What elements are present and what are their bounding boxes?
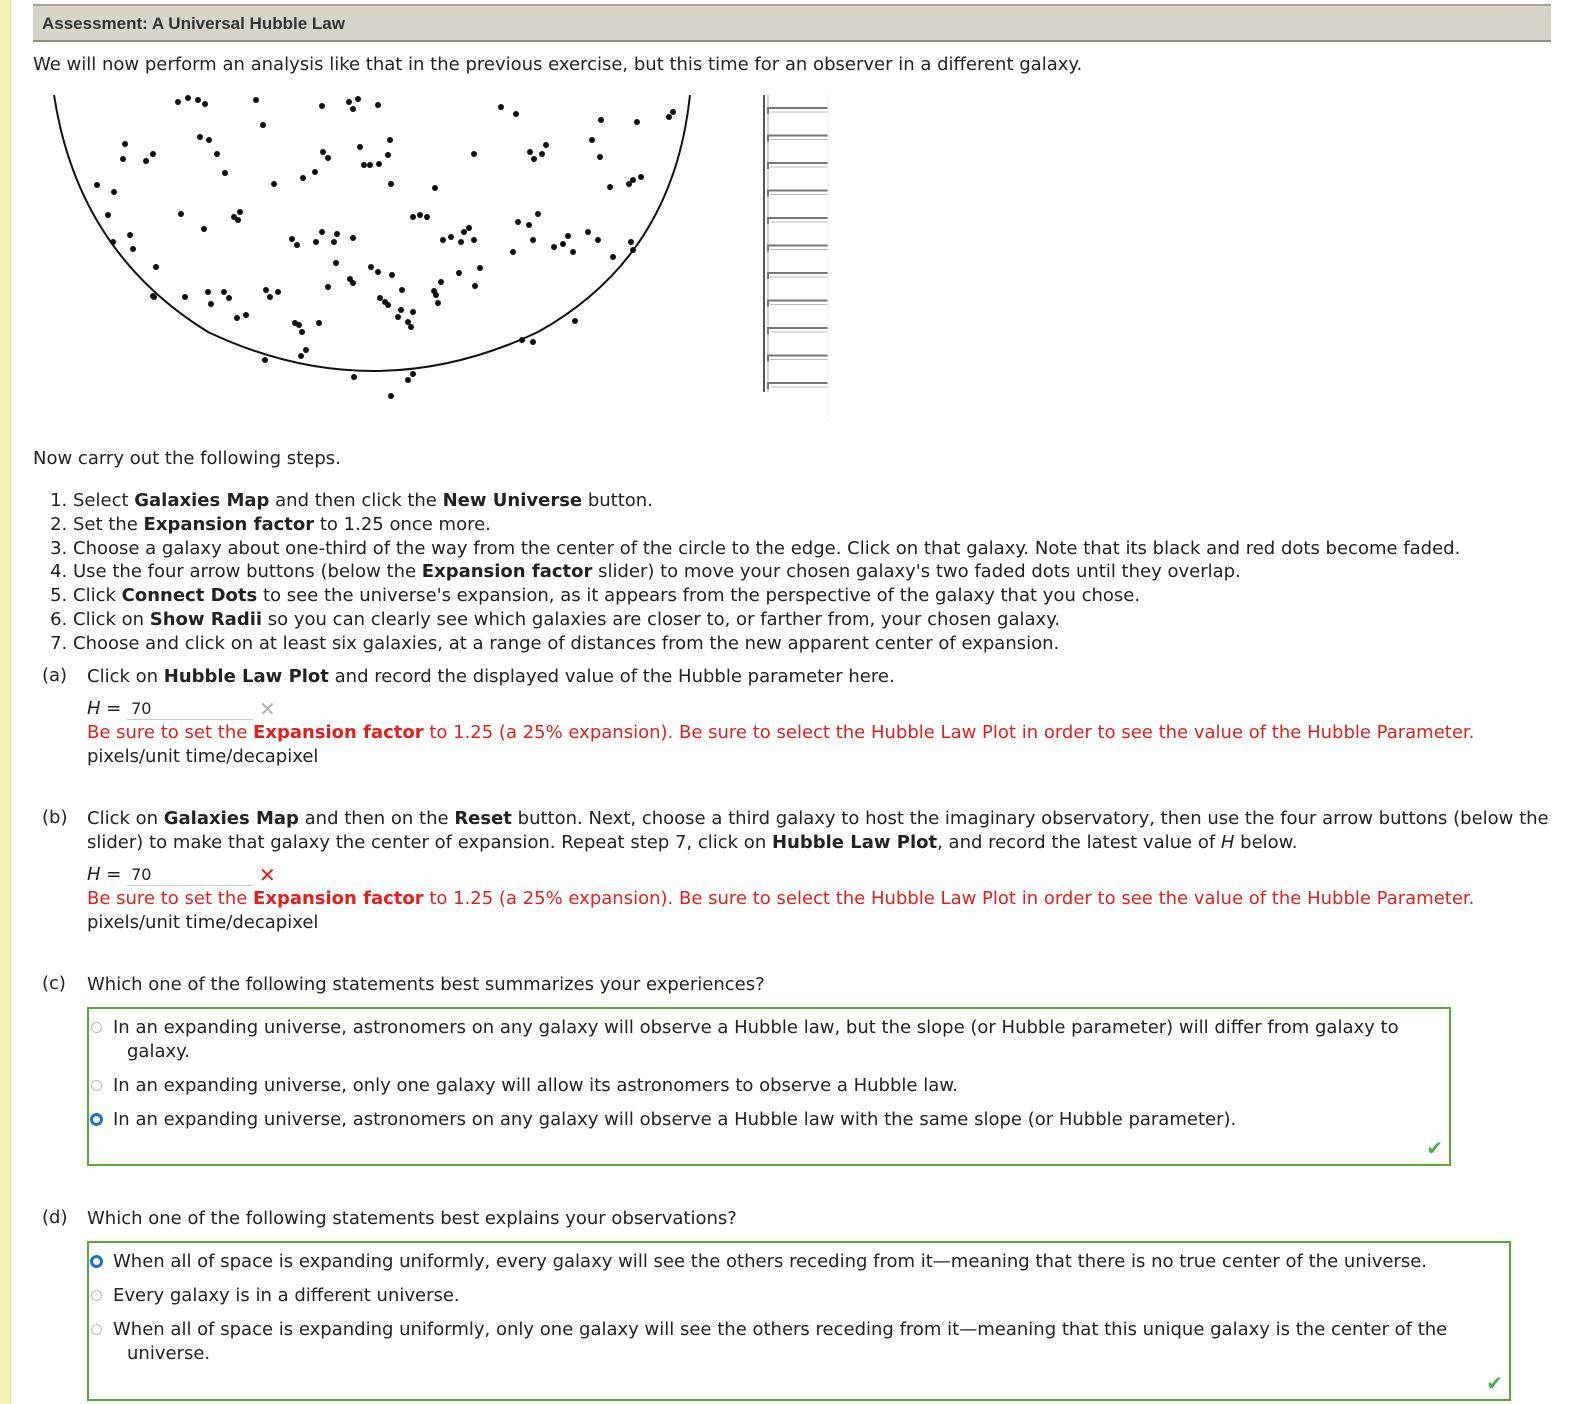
steps-intro: Now carry out the following steps. [33, 448, 341, 469]
assessment-content [33, 0, 1578, 1395]
step-item: 3. Choose a galaxy about one-third of the way from the center of the circle to the edge. Click on that galaxy. Note that its black and red dots become faded. [73, 537, 1573, 561]
scale-rung [768, 273, 828, 279]
galaxy-dot[interactable] [357, 144, 363, 150]
galaxy-dot[interactable] [333, 260, 339, 266]
simulation-panel[interactable] [33, 92, 833, 422]
step-item: 6. Click on Show Radii so you can clearly see which galaxies are closer to, or farther from, your chosen galaxy. [73, 608, 1573, 632]
galaxy-dot[interactable] [498, 104, 504, 110]
galaxy-dot[interactable] [543, 142, 549, 148]
galaxy-dot[interactable] [458, 239, 464, 245]
step-item: 7. Choose and click on at least six galaxies, at a range of distances from the new apparent center of expansion. [73, 632, 1573, 656]
galaxy-dot[interactable] [206, 137, 212, 143]
galaxy-dot[interactable] [477, 265, 483, 271]
galaxy-dots[interactable] [94, 95, 676, 399]
galaxy-dot[interactable] [531, 156, 537, 162]
galaxy-dot[interactable] [253, 97, 259, 103]
scale-rung [768, 191, 828, 197]
galaxy-dot[interactable] [638, 174, 644, 180]
galaxy-dot[interactable] [289, 236, 295, 242]
galaxy-dot[interactable] [628, 239, 634, 245]
galaxy-dot[interactable] [585, 229, 591, 235]
galaxy-dot[interactable] [515, 219, 521, 225]
galaxy-dot[interactable] [299, 329, 305, 335]
galaxy-dot[interactable] [385, 302, 391, 308]
galaxy-dot[interactable] [539, 151, 545, 157]
galaxy-dot[interactable] [456, 270, 462, 276]
galaxies-map[interactable] [33, 92, 833, 422]
galaxy-dot[interactable] [275, 289, 281, 295]
question-d-prompt: Which one of the following statements best explains your observations? [87, 1208, 737, 1229]
galaxy-dot[interactable] [471, 151, 477, 157]
galaxy-dot[interactable] [535, 211, 541, 217]
galaxy-dot[interactable] [150, 151, 156, 157]
left-rail [0, 0, 11, 1404]
choice-d-2[interactable]: Every galaxy is in a different universe. [89, 1284, 1509, 1318]
galaxy-dot[interactable] [271, 181, 277, 187]
answer-a-feedback: Be sure to set the Expansion factor to 1.25 (a 25% expansion). Be sure to select the Hubble Law Plot in order to see the value of the Hubble Parameter. [87, 722, 1475, 743]
galaxy-dot[interactable] [214, 151, 220, 157]
galaxy-dot[interactable] [438, 279, 444, 285]
galaxy-dot[interactable] [389, 272, 395, 278]
check-icon: ✔ [1426, 1136, 1443, 1160]
steps-list [33, 489, 1573, 656]
galaxy-dot[interactable] [355, 96, 361, 102]
step-item: 5. Click Connect Dots to see the universe's expansion, as it appears from the perspective of the galaxy that you chose. [73, 584, 1573, 608]
galaxy-dot[interactable] [319, 229, 325, 235]
galaxy-dot[interactable] [405, 377, 411, 383]
galaxy-dot[interactable] [226, 295, 232, 301]
answer-b-units: pixels/unit time/decapixel [87, 912, 319, 933]
galaxy-dot[interactable] [319, 103, 325, 109]
scale-rung [768, 218, 828, 224]
galaxy-dot[interactable] [294, 242, 300, 248]
question-c-label: (c) [42, 973, 66, 994]
question-c-choices [87, 1007, 1451, 1166]
galaxy-dot[interactable] [410, 309, 416, 315]
galaxy-dot[interactable] [513, 111, 519, 117]
radio-button[interactable] [91, 1324, 102, 1335]
galaxy-dot[interactable] [122, 141, 128, 147]
question-b [42, 807, 1552, 935]
galaxy-dot[interactable] [243, 312, 249, 318]
galaxy-dot[interactable] [405, 319, 411, 325]
galaxy-dot[interactable] [237, 209, 243, 215]
galaxy-dot[interactable] [195, 97, 201, 103]
galaxy-dot[interactable] [385, 152, 391, 158]
galaxy-dot[interactable] [530, 339, 536, 345]
h-label: H [87, 864, 101, 885]
galaxy-dot[interactable] [398, 307, 404, 313]
galaxy-dot[interactable] [527, 149, 533, 155]
answer-b-feedback: Be sure to set the Expansion factor to 1.25 (a 25% expansion). Be sure to select the Hubble Law Plot in order to see the value of the Hubble Parameter. [87, 888, 1475, 909]
galaxy-dot[interactable] [111, 189, 117, 195]
galaxy-dot[interactable] [208, 301, 214, 307]
galaxy-dot[interactable] [298, 353, 304, 359]
galaxy-dot[interactable] [634, 119, 640, 125]
galaxy-dot[interactable] [260, 122, 266, 128]
question-d-choices [87, 1241, 1511, 1401]
galaxy-dot[interactable] [572, 318, 578, 324]
question-c-prompt: Which one of the following statements best summarizes your experiences? [87, 974, 765, 995]
galaxy-dot[interactable] [325, 155, 331, 161]
galaxy-dot[interactable] [185, 95, 191, 101]
page-title: Assessment: A Universal Hubble Law [33, 4, 1551, 42]
galaxy-dot[interactable] [331, 239, 337, 245]
galaxy-dot[interactable] [313, 239, 319, 245]
answer-a-input[interactable] [127, 697, 253, 720]
scale-rung [768, 356, 828, 362]
galaxy-dot[interactable] [551, 244, 557, 250]
galaxy-dot[interactable] [399, 287, 405, 293]
scale-rung [768, 301, 828, 307]
galaxy-dot[interactable] [346, 99, 352, 105]
scale-rung [768, 136, 828, 142]
galaxy-dot[interactable] [432, 185, 438, 191]
galaxy-dot[interactable] [221, 289, 227, 295]
galaxy-dot[interactable] [202, 101, 208, 107]
galaxy-dot[interactable] [367, 162, 373, 168]
galaxy-dot[interactable] [175, 99, 181, 105]
galaxy-dot[interactable] [153, 264, 159, 270]
galaxy-dot[interactable] [350, 235, 356, 241]
galaxy-dot[interactable] [376, 161, 382, 167]
radio-button[interactable] [91, 1290, 102, 1301]
galaxy-dot[interactable] [440, 237, 446, 243]
galaxy-dot[interactable] [205, 289, 211, 295]
answer-a-units: pixels/unit time/decapixel [87, 746, 319, 767]
galaxy-dot[interactable] [607, 184, 613, 190]
galaxy-dot[interactable] [387, 137, 393, 143]
galaxy-dot[interactable] [350, 106, 356, 112]
answer-b-input[interactable] [127, 863, 253, 886]
radio-button-selected[interactable] [90, 1113, 103, 1126]
galaxy-dot[interactable] [361, 162, 367, 168]
galaxy-dot[interactable] [300, 175, 306, 181]
choice-c-1[interactable]: In an expanding universe, astronomers on any galaxy will observe a Hubble law, but the slope (or Hubble parameter) will differ from galaxy to galaxy. [89, 1016, 1449, 1074]
galaxy-dot[interactable] [94, 182, 100, 188]
galaxy-dot[interactable] [448, 234, 454, 240]
galaxy-dot[interactable] [334, 231, 340, 237]
galaxy-dot[interactable] [351, 374, 357, 380]
galaxy-dot[interactable] [375, 269, 381, 275]
galaxy-dot[interactable] [598, 117, 604, 123]
galaxy-dot[interactable] [388, 393, 394, 399]
galaxy-dot[interactable] [610, 254, 616, 260]
intro-text: We will now perform an analysis like that in the previous exercise, but this time for an observer in a different galaxy. [33, 54, 1083, 75]
galaxy-dot[interactable] [316, 320, 322, 326]
galaxy-dot[interactable] [597, 154, 603, 160]
galaxy-dot[interactable] [461, 229, 467, 235]
galaxy-dot[interactable] [560, 241, 566, 247]
step-item: 4. Use the four arrow buttons (below the Expansion factor slider) to move your chosen galaxy's two faded dots until they overlap. [73, 560, 1573, 584]
galaxy-dot[interactable] [201, 226, 207, 232]
galaxy-dot[interactable] [388, 181, 394, 187]
radio-button[interactable] [91, 1080, 102, 1091]
galaxy-dot[interactable] [150, 293, 156, 299]
answer-a-row: H = 70 ✕ [87, 697, 1552, 721]
h-label: H [87, 698, 101, 719]
galaxy-dot[interactable] [595, 237, 601, 243]
galaxy-dot[interactable] [410, 214, 416, 220]
radio-button[interactable] [91, 1022, 102, 1033]
galaxy-dot[interactable] [666, 114, 672, 120]
galaxy-dot[interactable] [303, 347, 309, 353]
galaxy-dot[interactable] [350, 280, 356, 286]
galaxy-dot[interactable] [368, 264, 374, 270]
galaxy-dot[interactable] [296, 322, 302, 328]
galaxy-dot[interactable] [105, 212, 111, 218]
galaxy-dot[interactable] [377, 295, 383, 301]
galaxy-dot[interactable] [375, 102, 381, 108]
galaxy-dot[interactable] [630, 177, 636, 183]
galaxy-dot[interactable] [197, 134, 203, 140]
question-a-prompt: Click on Hubble Law Plot and record the displayed value of the Hubble parameter here. [87, 666, 895, 687]
answer-b-row: H = 70 ✕ [87, 863, 1552, 887]
galaxy-dot[interactable] [526, 222, 532, 228]
galaxy-dot[interactable] [263, 287, 269, 293]
galaxy-dot[interactable] [589, 137, 595, 143]
galaxy-dot[interactable] [320, 149, 326, 155]
x-icon: ✕ [259, 697, 276, 721]
galaxy-dot[interactable] [466, 225, 472, 231]
step-item: 2. Set the Expansion factor to 1.25 once more. [73, 513, 1573, 537]
galaxy-dot[interactable] [530, 237, 536, 243]
galaxy-dot[interactable] [178, 211, 184, 217]
galaxy-dot[interactable] [570, 249, 576, 255]
galaxy-dot[interactable] [395, 314, 401, 320]
question-c [42, 973, 1552, 1166]
choice-c-3[interactable]: In an expanding universe, astronomers on any galaxy will observe a Hubble law with the same slope (or Hubble parameter). [89, 1108, 1449, 1142]
galaxy-dot[interactable] [130, 246, 136, 252]
galaxy-dot[interactable] [234, 315, 240, 321]
choice-c-2[interactable]: In an expanding universe, only one galaxy will allow its astronomers to observe a Hubble law. [89, 1074, 1449, 1108]
galaxy-dot[interactable] [471, 237, 477, 243]
galaxy-dot[interactable] [510, 249, 516, 255]
galaxy-dot[interactable] [182, 294, 188, 300]
galaxy-dot[interactable] [143, 158, 149, 164]
step-item: 1. Select Galaxies Map and then click the New Universe button. [73, 489, 1573, 513]
question-d [42, 1207, 1552, 1401]
galaxy-dot[interactable] [565, 233, 571, 239]
galaxy-dot[interactable] [424, 214, 430, 220]
galaxy-dot[interactable] [262, 357, 268, 363]
question-a-label: (a) [42, 665, 68, 686]
question-b-label: (b) [42, 807, 68, 828]
check-icon: ✔ [1486, 1371, 1503, 1395]
scale-rung [768, 328, 828, 334]
question-b-prompt: Click on Galaxies Map and then on the Reset button. Next, choose a third galaxy to host the imaginary observatory, then use the four arrow buttons (below the slider) to make that galaxy the center of expansion. Repeat step 7, click on Hubble Law Plot, and record the latest value of H below. [87, 808, 1549, 853]
galaxy-dot[interactable] [110, 239, 116, 245]
question-a [42, 665, 1552, 769]
choice-d-3[interactable]: When all of space is expanding uniformly, only one galaxy will see the others receding from it—meaning that this unique galaxy is the center of the universe. [89, 1318, 1509, 1376]
galaxy-dot[interactable] [312, 169, 318, 175]
radio-button-selected[interactable] [90, 1255, 103, 1268]
galaxy-dot[interactable] [417, 212, 423, 218]
galaxy-dot[interactable] [408, 324, 414, 330]
galaxy-dot[interactable] [519, 337, 525, 343]
galaxy-dot[interactable] [630, 247, 636, 253]
galaxy-dot[interactable] [325, 284, 331, 290]
question-d-label: (d) [42, 1207, 68, 1228]
choice-d-1[interactable]: When all of space is expanding uniformly, every galaxy will see the others receding from it—meaning that there is no true center of the universe. [89, 1250, 1509, 1284]
galaxy-dot[interactable] [120, 156, 126, 162]
galaxy-dot[interactable] [127, 232, 133, 238]
galaxy-dot[interactable] [472, 283, 478, 289]
galaxy-dot[interactable] [435, 300, 441, 306]
scale-rung [768, 246, 828, 252]
scale-rung [768, 108, 828, 114]
galaxy-dot[interactable] [433, 292, 439, 298]
galaxy-dot[interactable] [235, 217, 241, 223]
galaxy-dot[interactable] [222, 170, 228, 176]
galaxy-dot[interactable] [410, 371, 416, 377]
galaxy-dot[interactable] [267, 294, 273, 300]
scale-rung [768, 383, 828, 389]
galaxy-dot[interactable] [670, 109, 676, 115]
scale-rung [768, 163, 828, 169]
x-icon: ✕ [259, 863, 276, 887]
